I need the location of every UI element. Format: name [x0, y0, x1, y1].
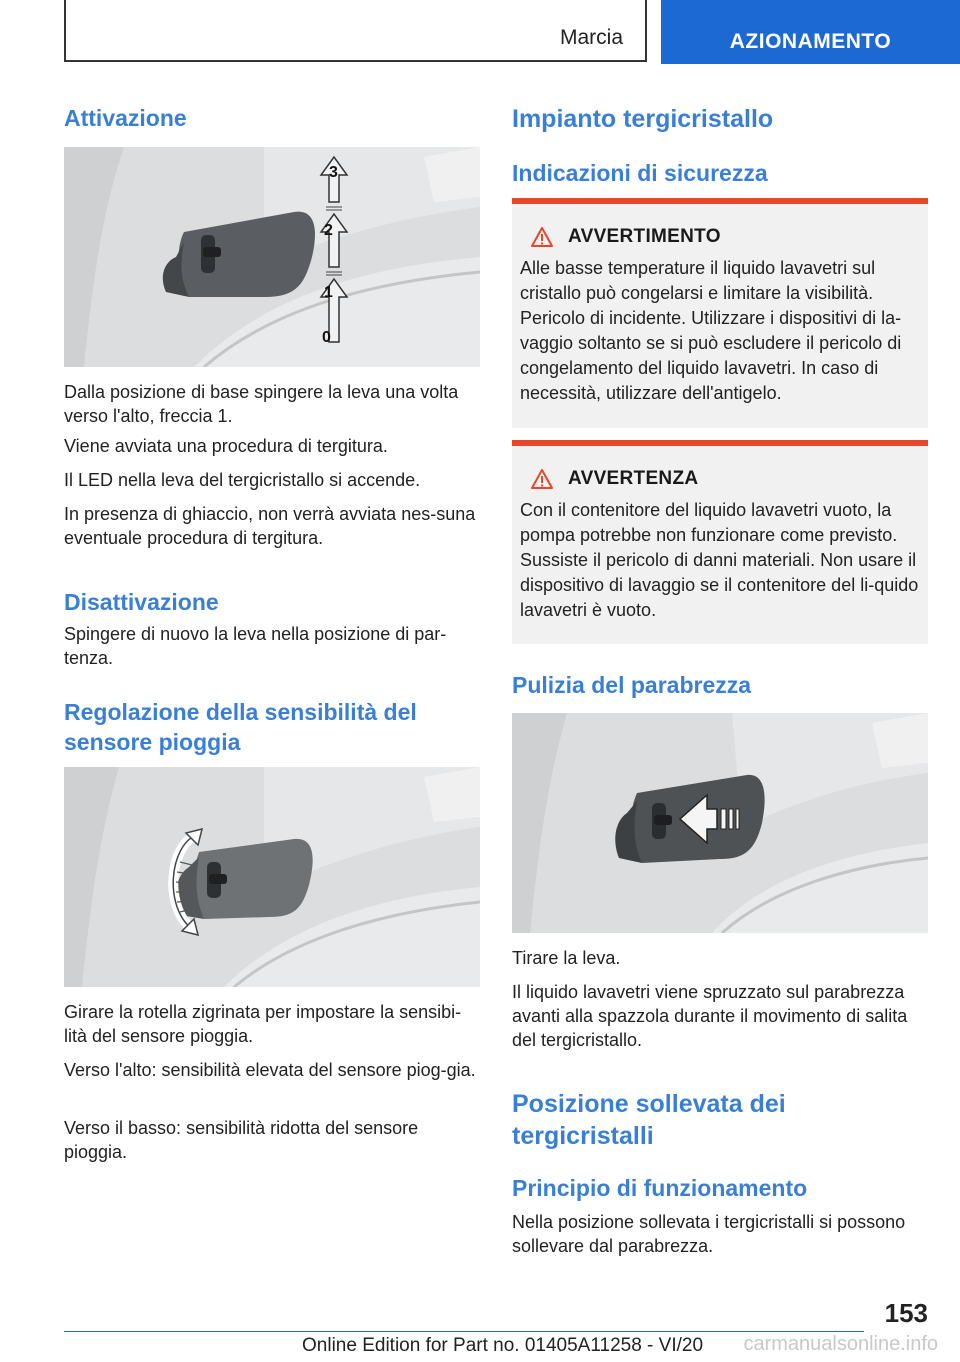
caution-triangle-icon: [530, 468, 554, 490]
fig1-label-2: 2: [324, 222, 333, 239]
text-regolazione-rotella: Girare la rotella zigrinata per impostare la sensibi-lità del sensore pioggia.: [64, 1002, 462, 1046]
header-section-title: Marcia: [559, 26, 623, 49]
warning-text-avvertenza: Con il contenitore del liquido lavavetri vuoto, la pompa potrebbe non funzionare come previsto. Sussiste il pericolo di danni materiali. Non usare il dispositivo di lavaggio se il contenitore del li-quido lavavetri è vuoto.: [520, 500, 919, 620]
rain-sensor-illustration: [64, 767, 480, 987]
heading-pulizia-parabrezza: Pulizia del parabrezza: [512, 672, 752, 698]
header-chapter-title: AZIONAMENTO: [729, 30, 892, 53]
warning-title: AVVERTIMENTO: [568, 226, 721, 247]
text-attivazione-led: Il LED nella leva del tergicristallo si accende.: [64, 470, 421, 490]
heading-disattivazione: Disattivazione: [64, 589, 219, 615]
header-chapter-tab: [661, 0, 960, 64]
figure-rain-sensor-wheel: [64, 767, 480, 987]
figure-windshield-washer: [512, 713, 928, 933]
warning-text-avvertimento: Alle basse temperature il liquido lavavetri sul cristallo può congelarsi e limitare la visibilità. Pericolo di incidente. Utilizzare i dispositivi di la-vaggio soltanto se si può escludere il pericolo di congelamento del liquido lavavetri. In caso di necessità, utilizzare dell'antigelo.: [520, 258, 902, 403]
text-pulizia-tirare: Tirare la leva.: [512, 948, 621, 968]
text-attivazione-step: Dalla posizione di base spingere la leva una volta verso l'alto, freccia 1.: [64, 382, 459, 426]
fig1-label-1: 1: [324, 284, 333, 301]
heading-posizione-line2: tergicristalli: [512, 1122, 654, 1150]
text-principio: Nella posizione sollevata i tergicristalli si possono sollevare dal parabrezza.: [512, 1212, 906, 1256]
text-attivazione-procedura: Viene avviata una procedura di tergitura.: [64, 436, 388, 456]
warning-title: AVVERTENZA: [568, 468, 699, 489]
heading-regolazione: [64, 697, 480, 757]
heading-regolazione-line1: Regolazione della sensibilità del: [64, 699, 417, 725]
page-number: 153: [884, 1298, 928, 1328]
heading-posizione-line1: Posizione sollevata dei: [512, 1090, 786, 1118]
heading-posizione-sollevata: [512, 1088, 928, 1152]
header-section-box: [64, 0, 647, 62]
text-regolazione-basso: Verso il basso: sensibilità ridotta del sensore pioggia.: [64, 1118, 419, 1162]
footer-edition: Online Edition for Part no. 01405A11258 - VI/20: [302, 1335, 704, 1356]
heading-impianto-tergicristallo: Impianto tergicristallo: [512, 105, 774, 133]
heading-attivazione: Attivazione: [64, 105, 187, 131]
watermark: carmanualsonline.info: [743, 1333, 938, 1355]
washer-lever-illustration: [512, 713, 928, 933]
page-header: [0, 0, 960, 66]
text-disattivazione: Spingere di nuovo la leva nella posizione di par-tenza.: [64, 624, 447, 668]
warning-triangle-icon: [530, 226, 554, 248]
text-regolazione-alto: Verso l'alto: sensibilità elevata del sensore piog-gia.: [64, 1060, 476, 1080]
warning-box-avvertimento: [512, 198, 928, 428]
heading-regolazione-line2: sensore pioggia: [64, 729, 241, 755]
fig1-label-3: 3: [329, 164, 338, 181]
footer-rule: [64, 1331, 864, 1332]
fig1-label-0: 0: [322, 329, 331, 346]
wiper-lever-illustration: [64, 147, 480, 367]
warning-box-avvertenza: [512, 440, 928, 644]
warning-title-row: [530, 468, 920, 490]
figure-wiper-lever-positions: [64, 147, 480, 367]
text-attivazione-ghiaccio: In presenza di ghiaccio, non verrà avviata nes-suna eventuale procedura di tergitura.: [64, 504, 476, 548]
heading-principio-funzionamento: Principio di funzionamento: [512, 1175, 808, 1201]
warning-title-row: [530, 226, 920, 248]
heading-indicazioni-sicurezza: Indicazioni di sicurezza: [512, 160, 768, 186]
text-pulizia-liquido: Il liquido lavavetri viene spruzzato sul parabrezza avanti alla spazzola durante il movimento di salita del tergicristallo.: [512, 982, 908, 1050]
